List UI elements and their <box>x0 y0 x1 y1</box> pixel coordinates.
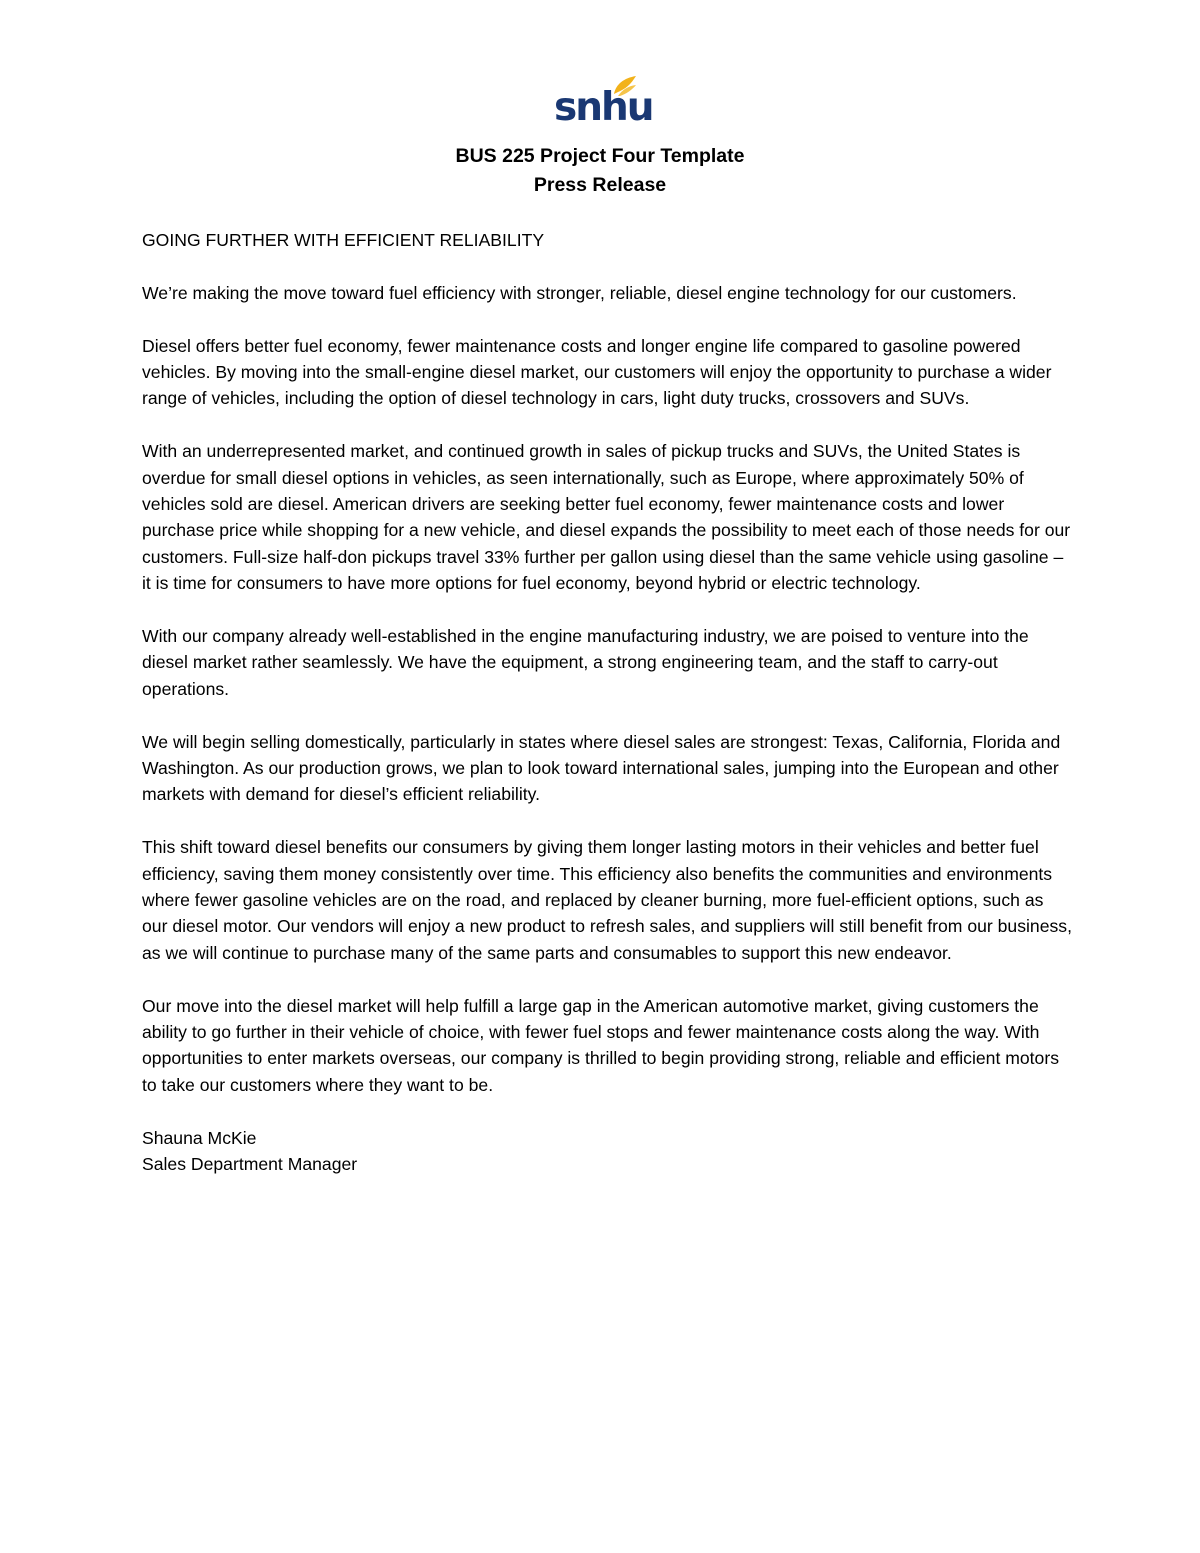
signature-name: Shauna McKie <box>142 1127 257 1148</box>
signature-block <box>142 1125 1072 1178</box>
title-block <box>0 142 1200 200</box>
paragraph: This shift toward diesel benefits our consumers by giving them longer lasting motors in their vehicles and better fuel efficiency, saving them money consistently over time. This efficiency also benefits the communities and environments where fewer gasoline vehicles are on the road, and replaced by cleaner burning, more fuel-efficient options, such as our diesel motor. Our vendors will enjoy a new product to refresh sales, and suppliers will still benefit from our business, as we will continue to purchase many of the same parts and consumables to support this new endeavor. <box>142 837 1072 963</box>
document-body <box>142 227 1072 1178</box>
snhu-logo <box>552 74 653 134</box>
page-title: BUS 225 Project Four Template <box>455 145 745 167</box>
paragraph: With our company already well-established in the engine manufacturing industry, we are poised to venture into the diesel market rather seamlessly. We have the equipment, a strong engineering team, and the staff to carry-out operations. <box>142 626 1029 699</box>
signature-role: Sales Department Manager <box>142 1154 358 1175</box>
paragraph: Diesel offers better fuel economy, fewer maintenance costs and longer engine life compared to gasoline powered vehicles. By moving into the small-engine diesel market, our customers will enjoy the opportunity to purchase a wider range of vehicles, including the option of diesel technology in cars, light duty trucks, crossovers and SUVs. <box>142 335 1052 409</box>
logo-wordmark: snhu <box>554 85 653 130</box>
paragraph: Our move into the diesel market will help fulfill a large gap in the American automotive market, giving customers the ability to go further in their vehicle of choice, with fewer fuel stops and fewer maintenance costs along the way. With opportunities to enter markets overseas, our company is thrilled to begin providing strong, reliable and efficient motors to take our customers where they want to be. <box>142 995 1059 1095</box>
paragraph: We’re making the move toward fuel efficiency with stronger, reliable, diesel engine technology for our customers. <box>142 282 1017 303</box>
paragraph: We will begin selling domestically, particularly in states where diesel sales are strongest: Texas, California, Florida and Washington. As our production grows, we plan to look toward international sales, jumping into the European and other markets with demand for diesel’s efficient reliability. <box>142 731 1061 805</box>
headline: GOING FURTHER WITH EFFICIENT RELIABILITY <box>142 230 545 250</box>
paragraph: With an underrepresented market, and continued growth in sales of pickup trucks and SUVs, the United States is overdue for small diesel options in vehicles, as seen internationally, such as Europe, where approximately 50% of vehicles sold are diesel. American drivers are seeking better fuel economy, fewer maintenance costs and lower purchase price while shopping for a new vehicle, and diesel expands the possibility to meet each of those needs for our customers. Full-size half-don pickups travel 33% further per gallon using diesel than the same vehicle using gasoline – it is time for consumers to have more options for fuel economy, beyond hybrid or electric technology. <box>142 441 1071 594</box>
page-subtitle: Press Release <box>533 174 667 196</box>
